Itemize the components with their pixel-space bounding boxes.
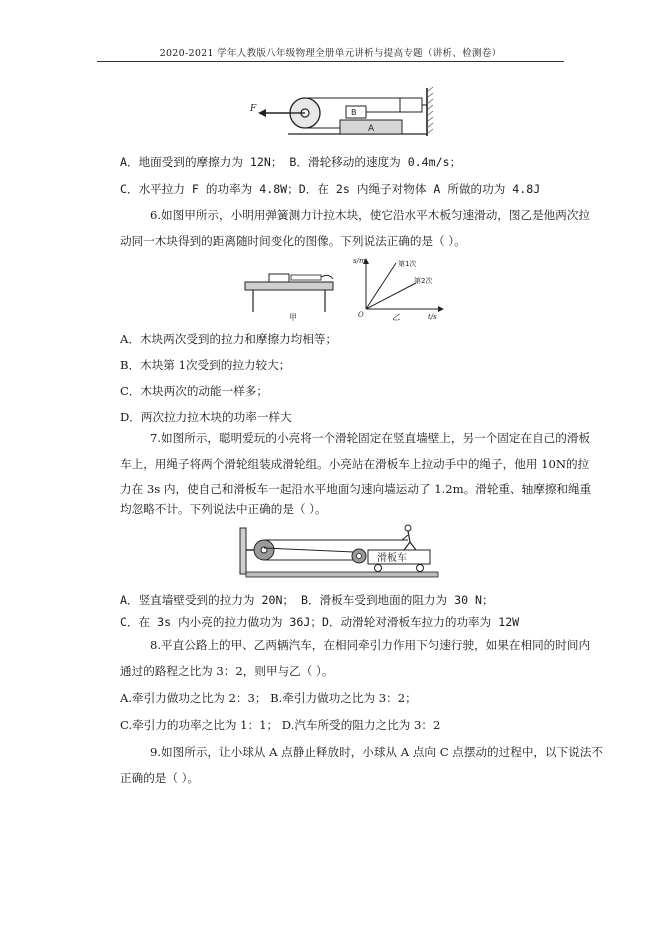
q8-stem-line2: 通过的路程之比为 3：2，则甲与乙（ ）。: [120, 664, 334, 678]
series-1-label: 第1次: [398, 260, 417, 268]
figure-q6-left: [243, 262, 343, 322]
q7-option-cd: C．在 3s 内小亮的拉力做功为 36J；D．动滑轮对滑板车拉力的功率为 12W: [120, 615, 520, 629]
figure-q5-pulley: [248, 84, 434, 140]
q5-option-cd: C．水平拉力 F 的功率为 4.8W；D．在 2s 内绳子对物体 A 所做的功为 4.8J: [120, 182, 541, 196]
x-axis-label: t/s: [428, 313, 437, 321]
q6-option-d: D．两次拉力拉木块的功率一样大: [120, 410, 292, 424]
origin-label: O: [358, 311, 364, 319]
q8-option-cd: C.牵引力的功率之比为 1：1； D.汽车所受的阻力之比为 3：2: [120, 718, 441, 732]
page-header: 2020-2021 学年人教版八年级物理全册单元讲析与提高专题（讲析、检测卷）: [159, 48, 502, 59]
caption-yi: 乙: [392, 313, 400, 322]
q5-option-ab: A．地面受到的摩擦力为 12N； B．滑轮移动的速度为 0.4m/s；: [120, 155, 462, 169]
label-A: A: [368, 124, 375, 134]
series-2-label: 第2次: [414, 277, 433, 285]
y-axis-label: s/m: [353, 257, 366, 265]
cart-label: 滑板车: [377, 553, 407, 564]
q7-stem-line4: 均忽略不计。下列说法中正确的是（ ）。: [120, 502, 327, 516]
q6-option-a: A．木块两次受到的拉力和摩擦力均相等；: [120, 332, 338, 346]
q7-stem-line2: 车上，用绳子将两个滑轮组装成滑轮组。小亮站在滑板车上拉动手中的绳子，他用 10N的拉: [120, 457, 590, 471]
q9-stem-line2: 正确的是（ ）。: [120, 771, 200, 785]
label-B: B: [351, 108, 357, 117]
q6-option-b: B．木块第 1次受到的拉力较大；: [120, 358, 291, 372]
figure-q6-st-graph: [352, 255, 448, 323]
q6-stem-line1: 6.如图甲所示，小明用弹簧测力计拉木块，使它沿水平木板匀速滑动，图乙是他两次拉: [150, 208, 591, 222]
label-F: F: [250, 104, 257, 114]
q8-option-ab: A.牵引力做功之比为 2：3； B.牵引力做功之比为 3：2；: [120, 691, 417, 705]
header-divider: [97, 61, 564, 62]
figure-q7-skateboard: [238, 524, 440, 580]
q8-stem-line1: 8.平直公路上的甲、乙两辆汽车，在相同牵引力作用下匀速行驶，如果在相同的时间内: [150, 638, 591, 652]
q9-stem-line1: 9.如图所示，让小球从 A 点静止释放时，小球从 A 点向 C 点摆动的过程中，以下说法不: [150, 745, 603, 759]
q7-stem-line1: 7.如图所示，聪明爱玩的小亮将一个滑轮固定在竖直墙壁上，另一个固定在自己的滑板: [150, 431, 591, 445]
q7-stem-line3: 力在 3s 内，使自己和滑板车一起沿水平地面匀速向墙运动了 1.2m。滑轮重、轴摩擦和绳重: [120, 482, 592, 496]
q6-option-c: C．木块两次的动能一样多；: [120, 384, 268, 398]
q6-stem-line2: 动同一木块得到的距离随时间变化的图像。下列说法正确的是（ ）。: [120, 234, 466, 248]
caption-jia: 甲: [289, 313, 297, 322]
q7-option-ab: A．竖直墙壁受到的拉力为 20N； B．滑板车受到地面的阻力为 30 N；: [120, 593, 494, 607]
